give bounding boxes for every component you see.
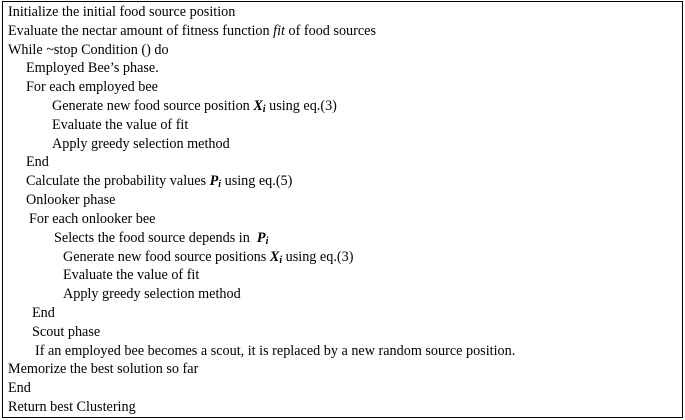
algo-line: [8, 21, 376, 41]
algo-line: Memorize the best solution so far: [8, 361, 199, 378]
algo-line: Apply greedy selection method: [63, 286, 241, 303]
algo-line: Scout phase: [32, 323, 101, 340]
text: using eq.(3): [265, 98, 337, 115]
algo-line: For each onlooker bee: [29, 210, 156, 227]
algo-line: If an employed bee becomes a scout, it is replaced by a new random source position.: [35, 342, 516, 359]
text: Evaluate the nectar amount of fitness function: [8, 22, 274, 39]
algo-line: For each employed bee: [26, 79, 158, 96]
algo-line: Return best Clustering: [8, 399, 136, 415]
math-fit: fit: [273, 22, 285, 39]
text: using eq.(5): [221, 173, 293, 190]
math-xi: $X_i$: [269, 248, 283, 266]
text: Generate new food source positions: [63, 248, 270, 265]
algo-line: Onlooker phase: [26, 192, 116, 209]
algo-line: Apply greedy selection method: [52, 135, 230, 152]
math-pi: $P_i$: [209, 173, 222, 191]
algo-line: End: [8, 380, 31, 397]
text: using eq.(3): [282, 248, 354, 265]
algo-line: Initialize the initial food source position: [8, 4, 236, 20]
text: Generate new food source position: [52, 98, 254, 115]
math-pi: $P_i$: [256, 229, 269, 247]
algo-line: Evaluate the value of fit: [52, 116, 189, 133]
algo-line: Employed Bee’s phase.: [26, 60, 159, 77]
algo-line: While ~stop Condition () do: [8, 41, 169, 58]
algo-line: End: [32, 304, 55, 321]
text: Calculate the probability values: [26, 173, 210, 190]
algo-line: Evaluate the value of fit: [63, 267, 200, 284]
text: of food sources: [284, 22, 376, 39]
text: Selects the food source depends in: [54, 229, 257, 246]
algo-line: End: [26, 154, 49, 171]
math-xi: $X_i$: [253, 98, 266, 116]
